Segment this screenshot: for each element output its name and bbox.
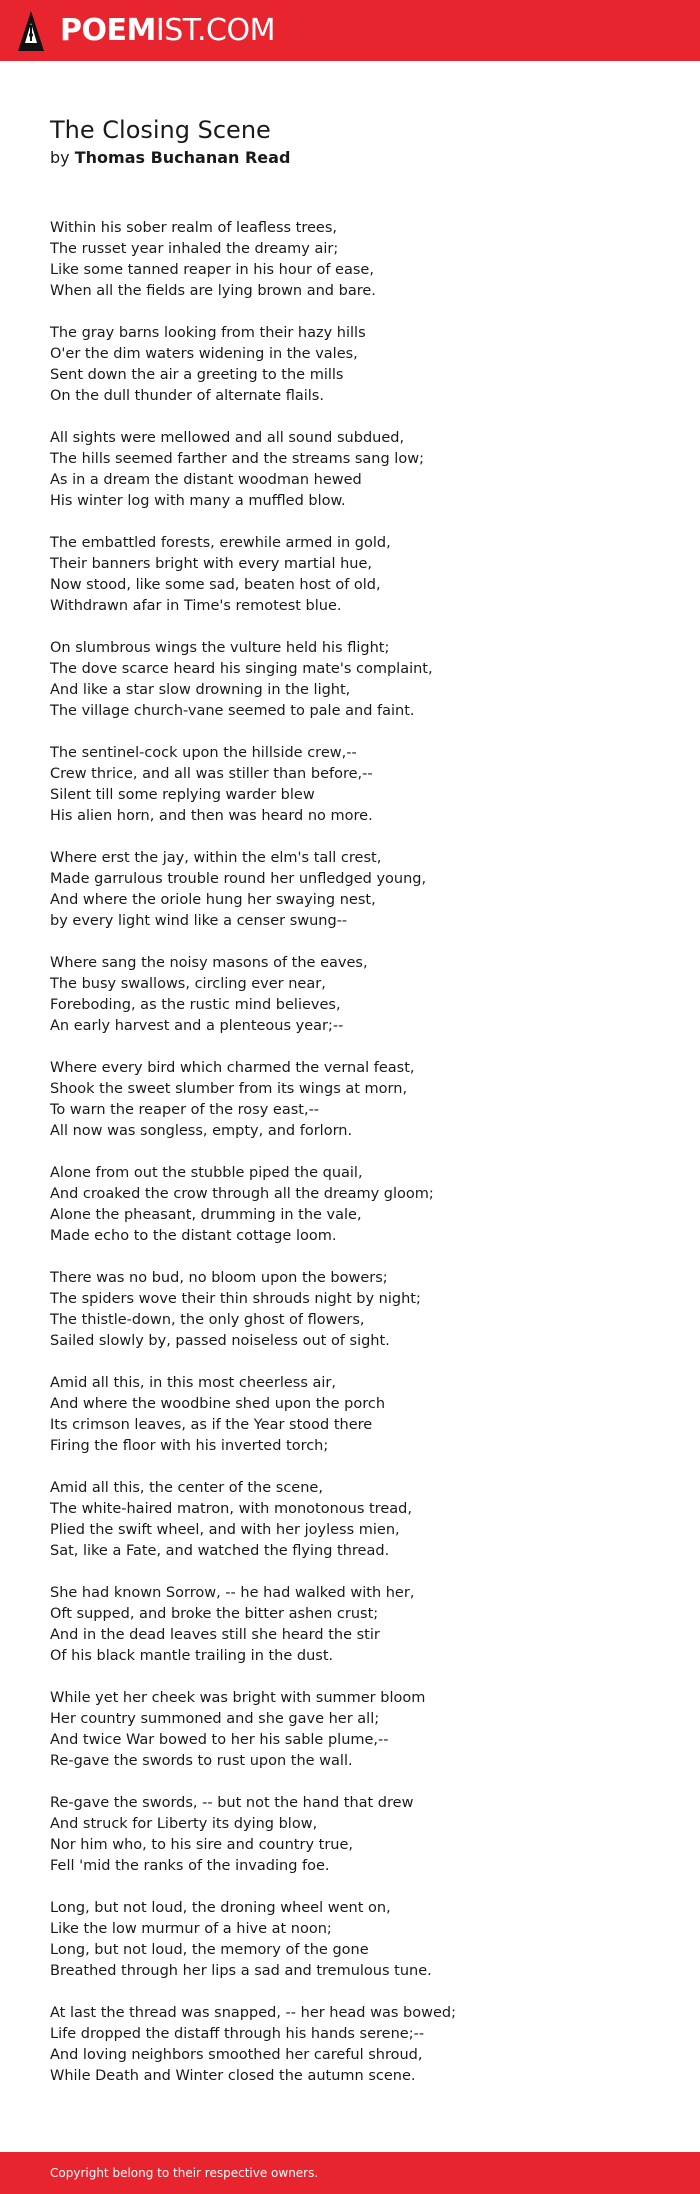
poem-line: As in a dream the distant woodman hewed <box>50 472 362 488</box>
poem-line: And where the woodbine shed upon the porch <box>50 1396 386 1412</box>
poem-line: Long, but not loud, the memory of the gone <box>50 1942 369 1958</box>
poem-line: Crew thrice, and all was stiller than before,-- <box>50 766 373 782</box>
poem-line: Alone from out the stubble piped the quail, <box>50 1165 363 1181</box>
poem-line: The dove scarce heard his singing mate's complaint, <box>50 661 433 677</box>
poem-line: Silent till some replying warder blew <box>50 787 315 803</box>
poem-line: Made garrulous trouble round her unfledged young, <box>50 871 427 887</box>
poem-stanza <box>50 1268 660 1373</box>
poem-line: On the dull thunder of alternate flails. <box>50 388 324 404</box>
poem-line: The russet year inhaled the dreamy air; <box>50 241 339 257</box>
poem-stanza <box>50 1583 660 1688</box>
poem-line: The sentinel-cock upon the hillside crew,-- <box>50 745 357 761</box>
site-footer <box>0 2152 700 2194</box>
poem-line: Now stood, like some sad, beaten host of old, <box>50 577 381 593</box>
poem-line: Amid all this, the center of the scene, <box>50 1480 323 1496</box>
logo-bold-part: POEM <box>60 12 156 48</box>
poem-line: While yet her cheek was bright with summer bloom <box>50 1690 426 1706</box>
poem-line: Their banners bright with every martial hue, <box>50 556 373 572</box>
poem-line: Alone the pheasant, drumming in the vale, <box>50 1207 362 1223</box>
poem-line: O'er the dim waters widening in the vales, <box>50 346 358 362</box>
poem-line: Within his sober realm of leafless trees, <box>50 220 337 236</box>
poem-line: Withdrawn afar in Time's remotest blue. <box>50 598 342 614</box>
poem-line: The busy swallows, circling ever near, <box>50 976 326 992</box>
poem-stanza <box>50 1163 660 1268</box>
poem-stanza <box>50 1898 660 2003</box>
poem-line: When all the fields are lying brown and bare. <box>50 283 376 299</box>
poem-line: Amid all this, in this most cheerless air, <box>50 1375 336 1391</box>
poem-line: Long, but not loud, the droning wheel went on, <box>50 1900 391 1916</box>
poem-line: And loving neighbors smoothed her careful shroud, <box>50 2047 423 2063</box>
poem-line: Like the low murmur of a hive at noon; <box>50 1921 332 1937</box>
poem-line: Fell 'mid the ranks of the invading foe. <box>50 1858 330 1874</box>
poem-line: The gray barns looking from their hazy hills <box>50 325 366 341</box>
poem-line: And where the oriole hung her swaying nest, <box>50 892 376 908</box>
poem-line: And twice War bowed to her his sable plume,-- <box>50 1732 389 1748</box>
poem-stanza <box>50 1373 660 1478</box>
pen-nib-logo-icon[interactable] <box>18 11 44 51</box>
poem-stanza <box>50 638 660 743</box>
poem-line: His winter log with many a muffled blow. <box>50 493 346 509</box>
poem-line: Where erst the jay, within the elm's tall crest, <box>50 850 382 866</box>
poem-line: Where every bird which charmed the vernal feast, <box>50 1060 415 1076</box>
poem-line: The thistle-down, the only ghost of flowers, <box>50 1312 365 1328</box>
poem-stanza <box>50 2003 660 2108</box>
poem-line: To warn the reaper of the rosy east,-- <box>50 1102 320 1118</box>
poem-line: The village church-vane seemed to pale and faint. <box>50 703 415 719</box>
poem-stanza <box>50 428 660 533</box>
poem-stanza <box>50 1478 660 1583</box>
poem-line: The white-haired matron, with monotonous tread, <box>50 1501 412 1517</box>
poem-line: And struck for Liberty its dying blow, <box>50 1816 318 1832</box>
site-header <box>0 0 700 61</box>
poem-line: Re-gave the swords, -- but not the hand that drew <box>50 1795 414 1811</box>
site-logo-text[interactable] <box>60 12 275 48</box>
byline-label: by <box>50 148 70 167</box>
poem-line: She had known Sorrow, -- he had walked with her, <box>50 1585 415 1601</box>
poem-body <box>50 218 660 2108</box>
poem-line: Where sang the noisy masons of the eaves, <box>50 955 368 971</box>
poem-line: An early harvest and a plenteous year;-- <box>50 1018 344 1034</box>
poem-stanza <box>50 323 660 428</box>
poem-line: While Death and Winter closed the autumn scene. <box>50 2068 416 2084</box>
poem-stanza <box>50 743 660 848</box>
poem-line: All sights were mellowed and all sound subdued, <box>50 430 405 446</box>
poem-line: Of his black mantle trailing in the dust. <box>50 1648 334 1664</box>
poem-line: On slumbrous wings the vulture held his flight; <box>50 640 390 656</box>
poem-line: by every light wind like a censer swung-- <box>50 913 348 929</box>
poem-byline <box>50 148 290 167</box>
poem-title: The Closing Scene <box>50 116 271 144</box>
poem-line: And like a star slow drowning in the light, <box>50 682 351 698</box>
poem-line: Sailed slowly by, passed noiseless out of sight. <box>50 1333 390 1349</box>
poem-line: And in the dead leaves still she heard the stir <box>50 1627 380 1643</box>
poem-line: His alien horn, and then was heard no more. <box>50 808 373 824</box>
poem-line: Like some tanned reaper in his hour of ease, <box>50 262 374 278</box>
logo-light-part: IST.COM <box>155 12 275 48</box>
poem-stanza <box>50 848 660 953</box>
poem-stanza <box>50 953 660 1058</box>
poem-line: At last the thread was snapped, -- her head was bowed; <box>50 2005 456 2021</box>
poem-line: Her country summoned and she gave her all; <box>50 1711 380 1727</box>
poem-line: Shook the sweet slumber from its wings at morn, <box>50 1081 408 1097</box>
poem-line: The embattled forests, erewhile armed in gold, <box>50 535 391 551</box>
poem-stanza <box>50 218 660 323</box>
poem-line: Made echo to the distant cottage loom. <box>50 1228 337 1244</box>
poem-stanza <box>50 1688 660 1793</box>
poem-line: The hills seemed farther and the streams sang low; <box>50 451 424 467</box>
poem-line: Breathed through her lips a sad and tremulous tune. <box>50 1963 432 1979</box>
poem-line: Life dropped the distaff through his hands serene;-- <box>50 2026 425 2042</box>
poem-line: There was no bud, no bloom upon the bowers; <box>50 1270 388 1286</box>
poem-stanza <box>50 1058 660 1163</box>
poem-line: Re-gave the swords to rust upon the wall. <box>50 1753 353 1769</box>
poem-line: And croaked the crow through all the dreamy gloom; <box>50 1186 434 1202</box>
poem-stanza <box>50 533 660 638</box>
poem-author: Thomas Buchanan Read <box>74 148 291 167</box>
poem-line: Foreboding, as the rustic mind believes, <box>50 997 341 1013</box>
poem-line: Plied the swift wheel, and with her joyless mien, <box>50 1522 400 1538</box>
poem-line: Nor him who, to his sire and country true, <box>50 1837 353 1853</box>
poem-line: Its crimson leaves, as if the Year stood there <box>50 1417 373 1433</box>
poem-line: Firing the floor with his inverted torch; <box>50 1438 329 1454</box>
poem-stanza <box>50 1793 660 1898</box>
poem-line: Oft supped, and broke the bitter ashen crust; <box>50 1606 379 1622</box>
footer-copyright: Copyright belong to their respective owners. <box>50 2166 319 2180</box>
poem-line: All now was songless, empty, and forlorn. <box>50 1123 353 1139</box>
poem-line: Sat, like a Fate, and watched the flying thread. <box>50 1543 390 1559</box>
poem-line: The spiders wove their thin shrouds night by night; <box>50 1291 421 1307</box>
poem-line: Sent down the air a greeting to the mills <box>50 367 344 383</box>
